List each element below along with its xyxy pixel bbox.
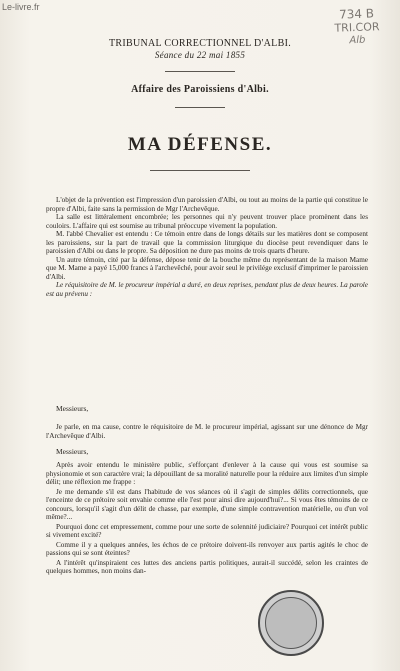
paragraph: M. l'abbé Chevalier est entendu : Ce témoin entre dans de longs détails sur les matières dont se composent les paroissiens, sur la part de travail que la commission liturgique du diocèse peut revendiquer dans le paroissien d'Albi ou dans le propre. Sa déposition ne dure pas moins de trois quarts d'heure. bbox=[46, 230, 368, 255]
paragraph: Je me demande s'il est dans l'habitude de vos séances où il s'agit de simples délits correctionnels, que l'enceinte de ce prétoire soit envahie comme elle l'est pour ainsi dire aujourd'hui?... Si vous êtes témoins de ce concours, lorsqu'il s'agit d'un délit de chasse, par exemple, d'une simple contravention matérielle, ou d'un vol même?... bbox=[46, 487, 368, 521]
pencil-note-line: Alb bbox=[349, 34, 366, 47]
paragraph: Pourquoi donc cet empressement, comme pour une sorte de solennité judiciaire? Pourquoi cet intérêt public si vivement excité? bbox=[46, 522, 368, 539]
divider bbox=[165, 71, 235, 72]
session-date: Séance du 22 mai 1855 bbox=[154, 50, 246, 60]
paragraph: Un autre témoin, cité par la défense, dépose tenir de la bouche même du représentant de la maison Mame que M. Mame a payé 15,000 francs à l'archevêché, pour avoir seul le privilége exclusif d'imprimer le paroissien d'Albi. bbox=[46, 255, 368, 281]
speech-opening-section bbox=[46, 423, 368, 440]
library-stamp bbox=[258, 590, 324, 656]
stamp-seal-icon bbox=[265, 597, 317, 649]
paragraph: La salle est littéralement encombrée; les personnes qui n'y peuvent trouver place promènent dans les couloirs. L'affaire qui est soumise au tribunal préoccupe vivement la population. bbox=[46, 213, 368, 230]
pencil-annotation bbox=[325, 7, 388, 48]
pencil-note-line: 734 B bbox=[338, 6, 375, 22]
page-title: MA DÉFENSE. bbox=[127, 134, 273, 155]
paragraph: Après avoir entendu le ministère public, s'efforçant d'enlever à la cause qui vous est soumise sa physionomie et son caractère vrai; la dépouillant de sa moralité naturelle pour la réduire aux limites d'un simple délit; une réflexion me frappe : bbox=[46, 461, 368, 486]
watermark: Le-livre.fr bbox=[2, 2, 40, 12]
intro-section bbox=[46, 196, 368, 298]
paragraph: A l'intérêt qu'inspiraient ces luttes des anciens partis politiques, aurait-il succédé, selon les craintes de quelques hommes, non moins dan- bbox=[46, 558, 368, 575]
paragraph: Je parle, en ma cause, contre le réquisitoire de M. le procureur impérial, agissant sur une dénonce de Mgr l'Archevêque d'Albi. bbox=[46, 423, 368, 440]
salutation: Messieurs, bbox=[56, 404, 89, 413]
divider bbox=[150, 170, 250, 171]
divider bbox=[175, 107, 225, 108]
speech-section bbox=[46, 461, 368, 577]
salutation: Messieurs, bbox=[56, 447, 89, 456]
case-name: Affaire des Paroissiens d'Albi. bbox=[131, 84, 269, 95]
paragraph: L'objet de la prévention est l'impression d'un paroissien d'Albi, ou tout au moins de la partie qui constitue le propre d'Albi, faite sans la permission de Mgr l'Archevêque. bbox=[46, 196, 368, 213]
paragraph: Le réquisitoire de M. le procureur impérial a duré, en deux reprises, pendant plus de deux heures. La parole est au prévenu : bbox=[46, 281, 368, 298]
pencil-note-line: TRI.COR bbox=[334, 20, 380, 35]
paragraph: Comme il y a quelques années, les échos de ce prétoire doivent-ils renvoyer aux partis agités le choc de passions qui se sont éteintes? bbox=[46, 540, 368, 557]
court-heading: TRIBUNAL CORRECTIONNEL D'ALBI. bbox=[109, 38, 291, 49]
